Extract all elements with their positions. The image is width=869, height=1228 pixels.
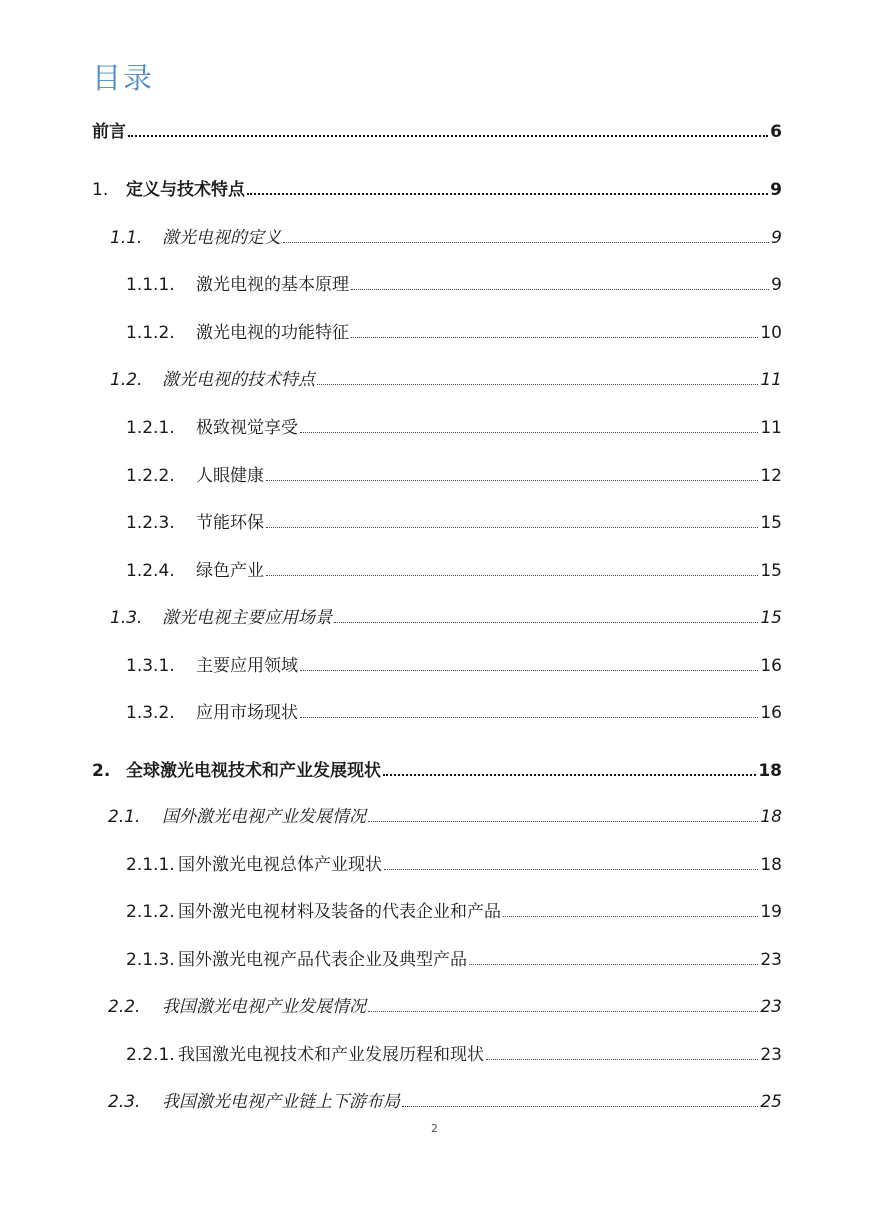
- toc-entry-label: 人眼健康: [196, 466, 264, 486]
- toc-entry-label: 我国激光电视技术和产业发展历程和现状: [178, 1045, 484, 1065]
- toc-entry-number: 1.2.3.: [126, 513, 175, 533]
- toc-leader-dots: [351, 337, 758, 338]
- toc-entry-section[interactable]: [110, 366, 782, 390]
- toc-entry-number: 1.2.: [110, 370, 143, 390]
- toc-entry-subsection[interactable]: [126, 462, 782, 486]
- toc-leader-dots: [368, 1011, 758, 1012]
- toc-page-number: 23: [760, 950, 782, 970]
- toc-entry-number: 2.2.1.: [126, 1045, 175, 1065]
- toc-leader-dots: [503, 916, 758, 917]
- toc-entry-label: 定义与技术特点: [126, 180, 245, 200]
- toc-page-number: 18: [760, 807, 782, 827]
- toc-leader-dots: [128, 135, 768, 137]
- toc-title: 目录: [92, 61, 155, 95]
- toc-entry-section[interactable]: [108, 1088, 782, 1112]
- toc-entry-number: 1.2.4.: [126, 561, 175, 581]
- toc-entry-subsection[interactable]: [126, 946, 782, 970]
- toc-entry-label: 节能环保: [196, 513, 264, 533]
- toc-entry-subsection[interactable]: [126, 509, 782, 533]
- toc-leader-dots: [384, 869, 758, 870]
- toc-leader-dots: [266, 527, 758, 528]
- toc-leader-dots: [383, 774, 756, 776]
- toc-entry-chapter-1[interactable]: [92, 176, 782, 200]
- toc-entry-subsection[interactable]: [126, 898, 782, 922]
- toc-entry-subsection[interactable]: [126, 414, 782, 438]
- toc-leader-dots: [266, 480, 758, 481]
- toc-entry-label: 激光电视的定义: [162, 228, 281, 248]
- toc-entry-subsection[interactable]: [126, 557, 782, 581]
- toc-page-number: 18: [760, 855, 782, 875]
- toc-leader-dots: [247, 193, 768, 195]
- toc-page-number: 11: [760, 370, 782, 390]
- toc-entry-number: 2.: [92, 761, 111, 781]
- toc-entry-label: 国外激光电视产品代表企业及典型产品: [178, 950, 467, 970]
- toc-entry-label: 激光电视的基本原理: [196, 275, 349, 295]
- toc-entry-number: 2.1.: [108, 807, 141, 827]
- toc-entry-subsection[interactable]: [126, 1041, 782, 1065]
- toc-page-number: 9: [771, 228, 782, 248]
- toc-entry-number: 2.1.3.: [126, 950, 175, 970]
- toc-entry-number: 2.3.: [108, 1092, 141, 1112]
- toc-entry-label: 我国激光电视产业链上下游布局: [162, 1092, 400, 1112]
- toc-entry-label: 国外激光电视总体产业现状: [178, 855, 382, 875]
- toc-entry-subsection[interactable]: [126, 699, 782, 723]
- toc-entry-label: 极致视觉享受: [196, 418, 298, 438]
- toc-entry-label: 绿色产业: [196, 561, 264, 581]
- toc-entry-number: 1.1.: [110, 228, 143, 248]
- toc-entry-number: 1.1.1.: [126, 275, 175, 295]
- toc-page-number: 9: [770, 180, 782, 200]
- toc-entry-label: 应用市场现状: [196, 703, 298, 723]
- toc-entry-number: 2.2.: [108, 997, 141, 1017]
- toc-page-number: 19: [760, 902, 782, 922]
- toc-entry-section[interactable]: [110, 224, 782, 248]
- toc-entry-label: 主要应用领域: [196, 656, 298, 676]
- toc-entry-number: 1.2.1.: [126, 418, 175, 438]
- toc-entry-label: 激光电视的功能特征: [196, 323, 349, 343]
- toc-leader-dots: [300, 670, 758, 671]
- toc-entry-subsection[interactable]: [126, 319, 782, 343]
- toc-entry-number: 1.3.1.: [126, 656, 175, 676]
- page-number-footer: 2: [431, 1122, 438, 1135]
- toc-entry-subsection[interactable]: [126, 851, 782, 875]
- toc-leader-dots: [300, 432, 758, 433]
- toc-leader-dots: [469, 964, 758, 965]
- toc-entry-label: 激光电视的技术特点: [162, 370, 315, 390]
- toc-entry-section[interactable]: [110, 604, 782, 628]
- toc-page-number: 18: [758, 761, 782, 781]
- toc-entry-number: 1.2.2.: [126, 466, 175, 486]
- toc-page-number: 11: [760, 418, 782, 438]
- toc-entry-number: 1.3.: [110, 608, 143, 628]
- toc-entry-label: 激光电视主要应用场景: [162, 608, 332, 628]
- toc-entry-number: 1.1.2.: [126, 323, 175, 343]
- toc-page-number: 15: [760, 513, 782, 533]
- toc-page-number: 23: [760, 997, 782, 1017]
- toc-entry-section[interactable]: [108, 803, 782, 827]
- toc-page-number: 12: [760, 466, 782, 486]
- toc-entry-section[interactable]: [108, 993, 782, 1017]
- toc-leader-dots: [317, 384, 758, 385]
- toc-leader-dots: [300, 717, 758, 718]
- toc-entry-label: 国外激光电视材料及装备的代表企业和产品: [178, 902, 501, 922]
- toc-page-number: 6: [770, 122, 782, 142]
- toc-entry-number: 2.1.2.: [126, 902, 175, 922]
- toc-page-number: 15: [760, 561, 782, 581]
- toc-leader-dots: [334, 622, 758, 623]
- toc-entry-label: 前言: [92, 122, 126, 142]
- toc-entry-chapter-2[interactable]: [92, 757, 782, 781]
- toc-page-number: 23: [760, 1045, 782, 1065]
- toc-entry-label: 国外激光电视产业发展情况: [162, 807, 366, 827]
- toc-leader-dots: [368, 821, 758, 822]
- toc-entry-number: 1.: [92, 180, 109, 200]
- toc-leader-dots: [266, 575, 758, 576]
- toc-page-number: 15: [760, 608, 782, 628]
- toc-page-number: 16: [760, 656, 782, 676]
- toc-leader-dots: [283, 242, 769, 243]
- toc-page-number: 9: [771, 275, 782, 295]
- toc-entry-subsection[interactable]: [126, 652, 782, 676]
- toc-leader-dots: [351, 289, 769, 290]
- toc-leader-dots: [486, 1059, 758, 1060]
- toc-page-number: 16: [760, 703, 782, 723]
- toc-entry-label: 全球激光电视技术和产业发展现状: [126, 761, 381, 781]
- toc-page-number: 25: [760, 1092, 782, 1112]
- toc-entry-number: 1.3.2.: [126, 703, 175, 723]
- toc-leader-dots: [402, 1106, 758, 1107]
- toc-page-number: 10: [760, 323, 782, 343]
- toc-entry-subsection[interactable]: [126, 271, 782, 295]
- toc-entry-label: 我国激光电视产业发展情况: [162, 997, 366, 1017]
- toc-entry-number: 2.1.1.: [126, 855, 175, 875]
- toc-entry-preface[interactable]: [92, 118, 782, 142]
